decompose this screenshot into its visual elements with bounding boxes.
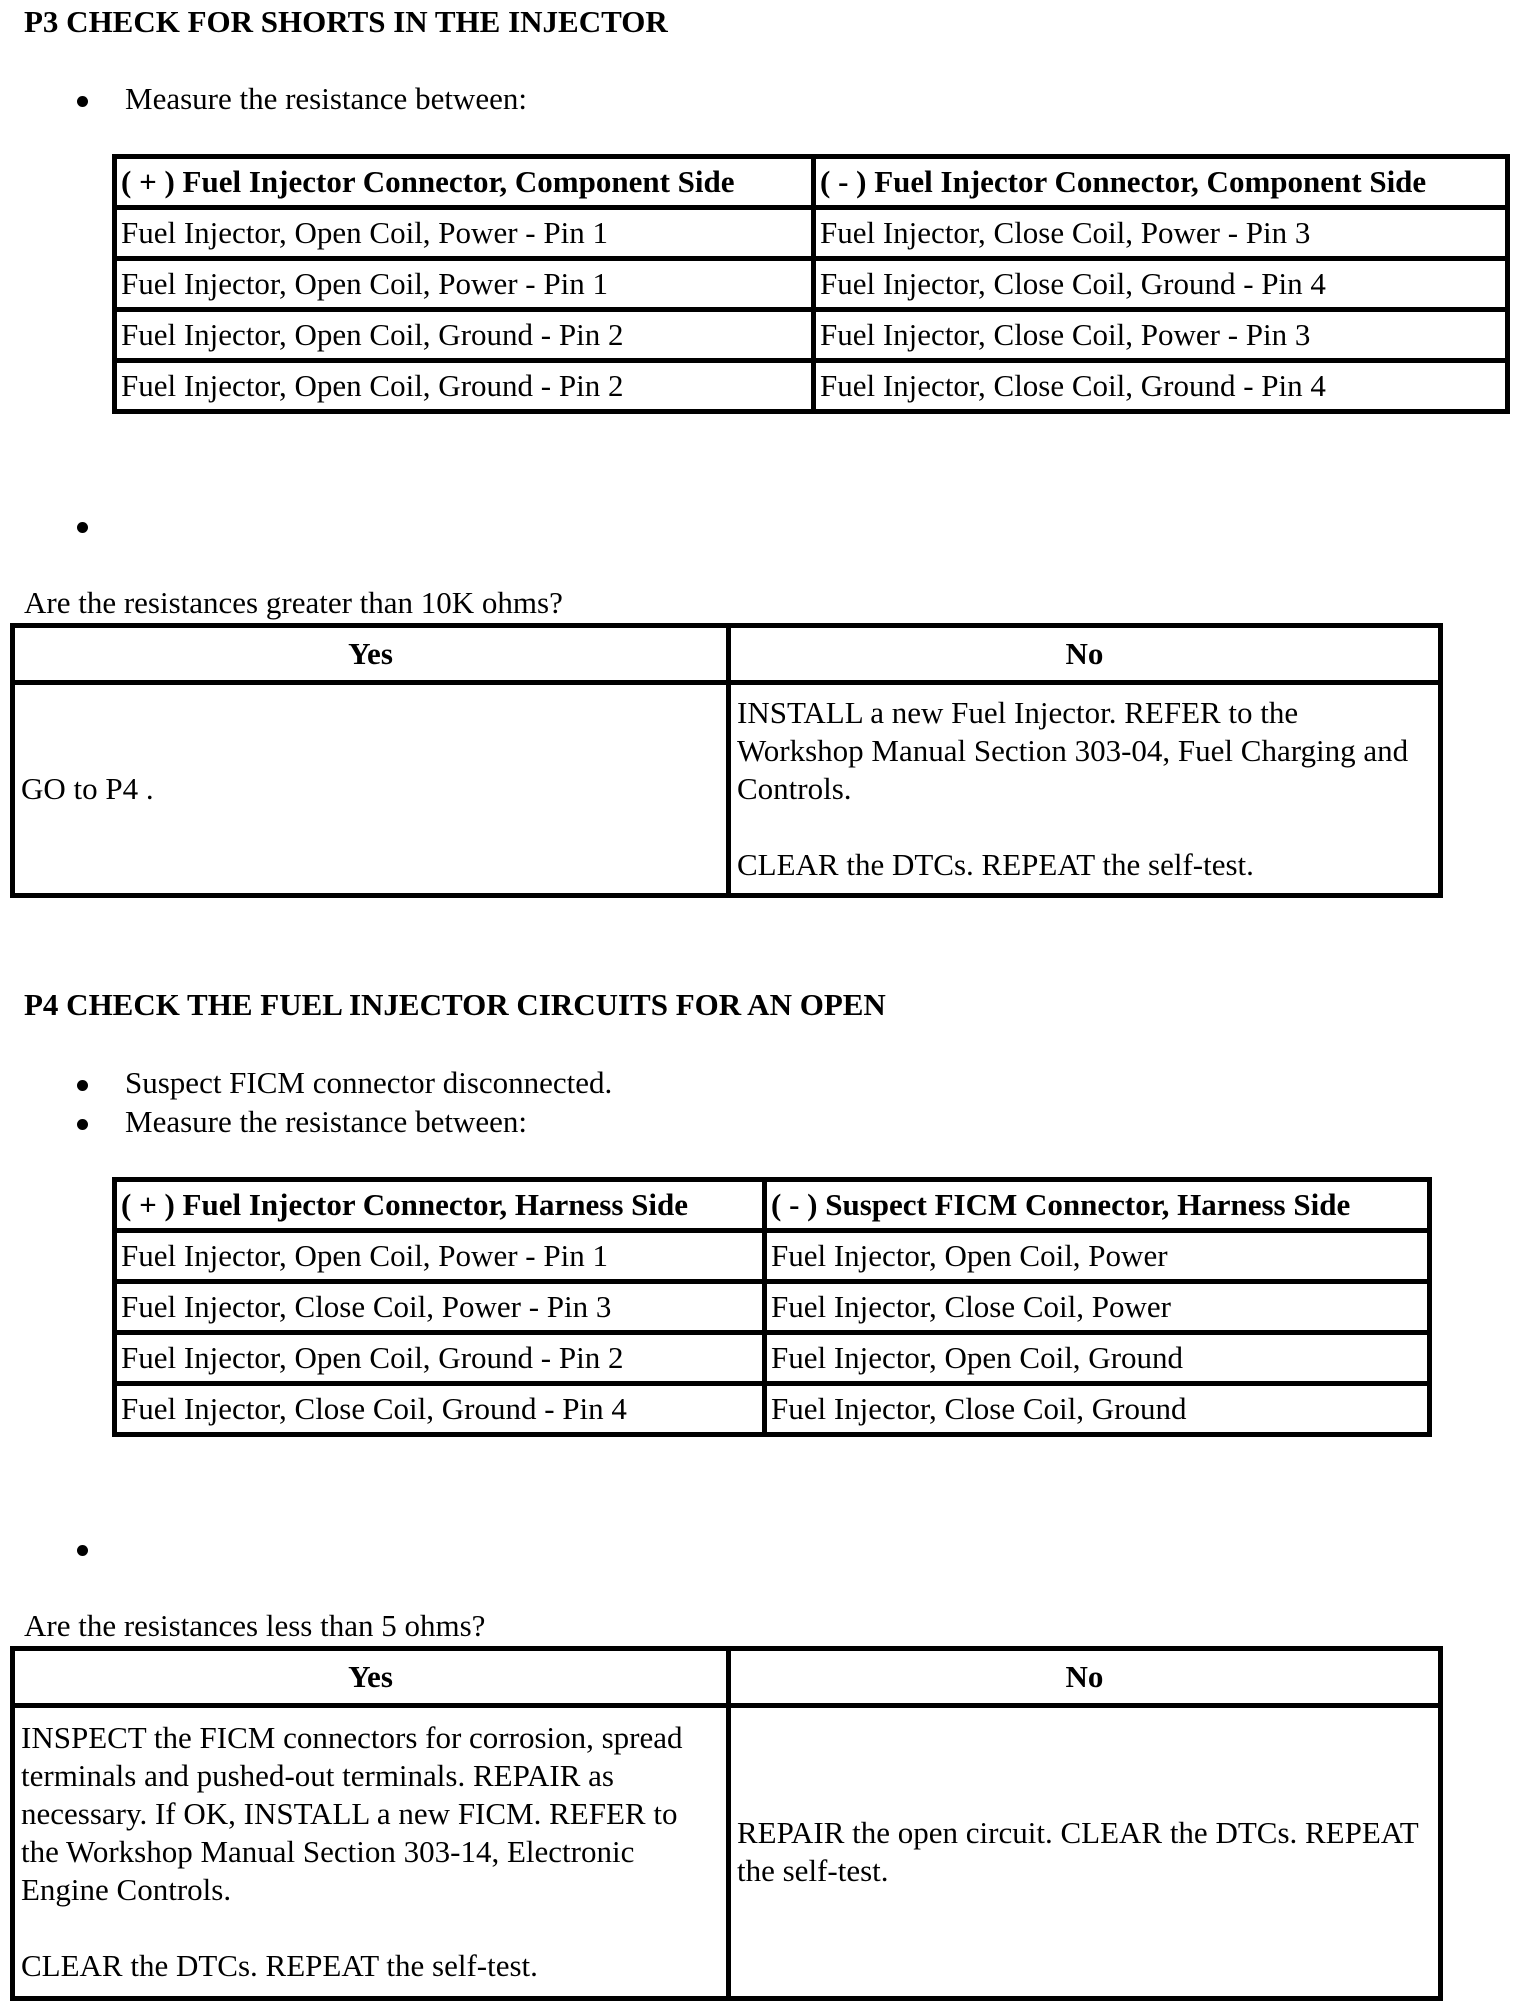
table-cell: Fuel Injector, Close Coil, Ground - Pin 4 — [117, 1386, 762, 1432]
decision-header-row — [15, 1651, 1438, 1703]
table-cell: Fuel Injector, Open Coil, Ground - Pin 2 — [117, 363, 811, 409]
decision-header-row — [15, 628, 1438, 680]
no-header: No — [731, 1651, 1438, 1703]
table-row — [117, 312, 1505, 358]
yes-cell — [15, 1708, 726, 1996]
yes-header: Yes — [15, 1651, 726, 1703]
bullet-icon — [77, 1545, 88, 1556]
p4-decision-table — [10, 1646, 1443, 2001]
table-cell: Fuel Injector, Close Coil, Power - Pin 3 — [816, 210, 1505, 256]
table-row — [117, 1335, 1427, 1381]
no-text: REPAIR the open circuit. CLEAR the DTCs. REPEAT the self-test. — [737, 1815, 1419, 1888]
yes-text: GO to P4 . — [21, 771, 154, 806]
table-cell: Fuel Injector, Open Coil, Ground — [767, 1335, 1427, 1381]
table-row — [117, 363, 1505, 409]
p4-bullet-1: Suspect FICM connector disconnected. — [125, 1065, 613, 1100]
table-cell: Fuel Injector, Close Coil, Ground - Pin 4 — [816, 363, 1505, 409]
table-cell: Fuel Injector, Open Coil, Power - Pin 1 — [117, 261, 811, 307]
no-cell — [731, 685, 1438, 893]
table-header-cell: ( + ) Fuel Injector Connector, Harness Side — [117, 1182, 762, 1228]
p4-heading: P4 CHECK THE FUEL INJECTOR CIRCUITS FOR AN OPEN — [24, 987, 886, 1022]
yes-text-1: INSPECT the FICM connectors for corrosion, spread terminals and pushed-out terminals. REPAIR as necessary. If OK, INSTALL a new FICM. REFER to the Workshop Manual Section 303-14, Electronic Engine Controls. — [21, 1720, 683, 1907]
table-cell: Fuel Injector, Close Coil, Power - Pin 3 — [117, 1284, 762, 1330]
p3-bullet-1: Measure the resistance between: — [125, 81, 527, 116]
table-cell: Fuel Injector, Open Coil, Ground - Pin 2 — [117, 312, 811, 358]
table-header-cell: ( + ) Fuel Injector Connector, Component Side — [117, 159, 811, 205]
decision-row — [15, 1708, 1438, 1996]
bullet-icon — [77, 522, 88, 533]
p3-decision-table — [10, 623, 1443, 898]
table-header-cell: ( - ) Fuel Injector Connector, Component Side — [816, 159, 1505, 205]
table-row — [117, 210, 1505, 256]
table-cell: Fuel Injector, Close Coil, Ground — [767, 1386, 1427, 1432]
table-row — [117, 1233, 1427, 1279]
table-row — [117, 1284, 1427, 1330]
decision-row — [15, 685, 1438, 893]
yes-text-2: CLEAR the DTCs. REPEAT the self-test. — [21, 1948, 538, 1983]
table-cell: Fuel Injector, Open Coil, Power — [767, 1233, 1427, 1279]
bullet-icon — [77, 1080, 88, 1091]
p3-question: Are the resistances greater than 10K ohms? — [24, 585, 563, 620]
no-header: No — [731, 628, 1438, 680]
table-header-row — [117, 159, 1505, 205]
bullet-icon — [77, 96, 88, 107]
no-cell — [731, 1708, 1438, 1996]
p4-question: Are the resistances less than 5 ohms? — [24, 1608, 486, 1643]
yes-cell — [15, 685, 726, 893]
table-cell: Fuel Injector, Close Coil, Power — [767, 1284, 1427, 1330]
no-text-2: CLEAR the DTCs. REPEAT the self-test. — [737, 847, 1254, 882]
table-cell: Fuel Injector, Open Coil, Ground - Pin 2 — [117, 1335, 762, 1381]
table-cell: Fuel Injector, Close Coil, Power - Pin 3 — [816, 312, 1505, 358]
table-header-cell: ( - ) Suspect FICM Connector, Harness Side — [767, 1182, 1427, 1228]
table-cell: Fuel Injector, Close Coil, Ground - Pin 4 — [816, 261, 1505, 307]
p3-heading: P3 CHECK FOR SHORTS IN THE INJECTOR — [24, 4, 668, 39]
no-text-1: INSTALL a new Fuel Injector. REFER to the Workshop Manual Section 303-04, Fuel Charging and Controls. — [737, 695, 1409, 806]
p4-resistance-table — [112, 1177, 1432, 1437]
yes-header: Yes — [15, 628, 726, 680]
table-cell: Fuel Injector, Open Coil, Power - Pin 1 — [117, 1233, 762, 1279]
table-header-row — [117, 1182, 1427, 1228]
table-row — [117, 1386, 1427, 1432]
p3-resistance-table — [112, 154, 1510, 414]
table-row — [117, 261, 1505, 307]
bullet-icon — [77, 1119, 88, 1130]
table-cell: Fuel Injector, Open Coil, Power - Pin 1 — [117, 210, 811, 256]
p4-bullet-2: Measure the resistance between: — [125, 1104, 527, 1139]
